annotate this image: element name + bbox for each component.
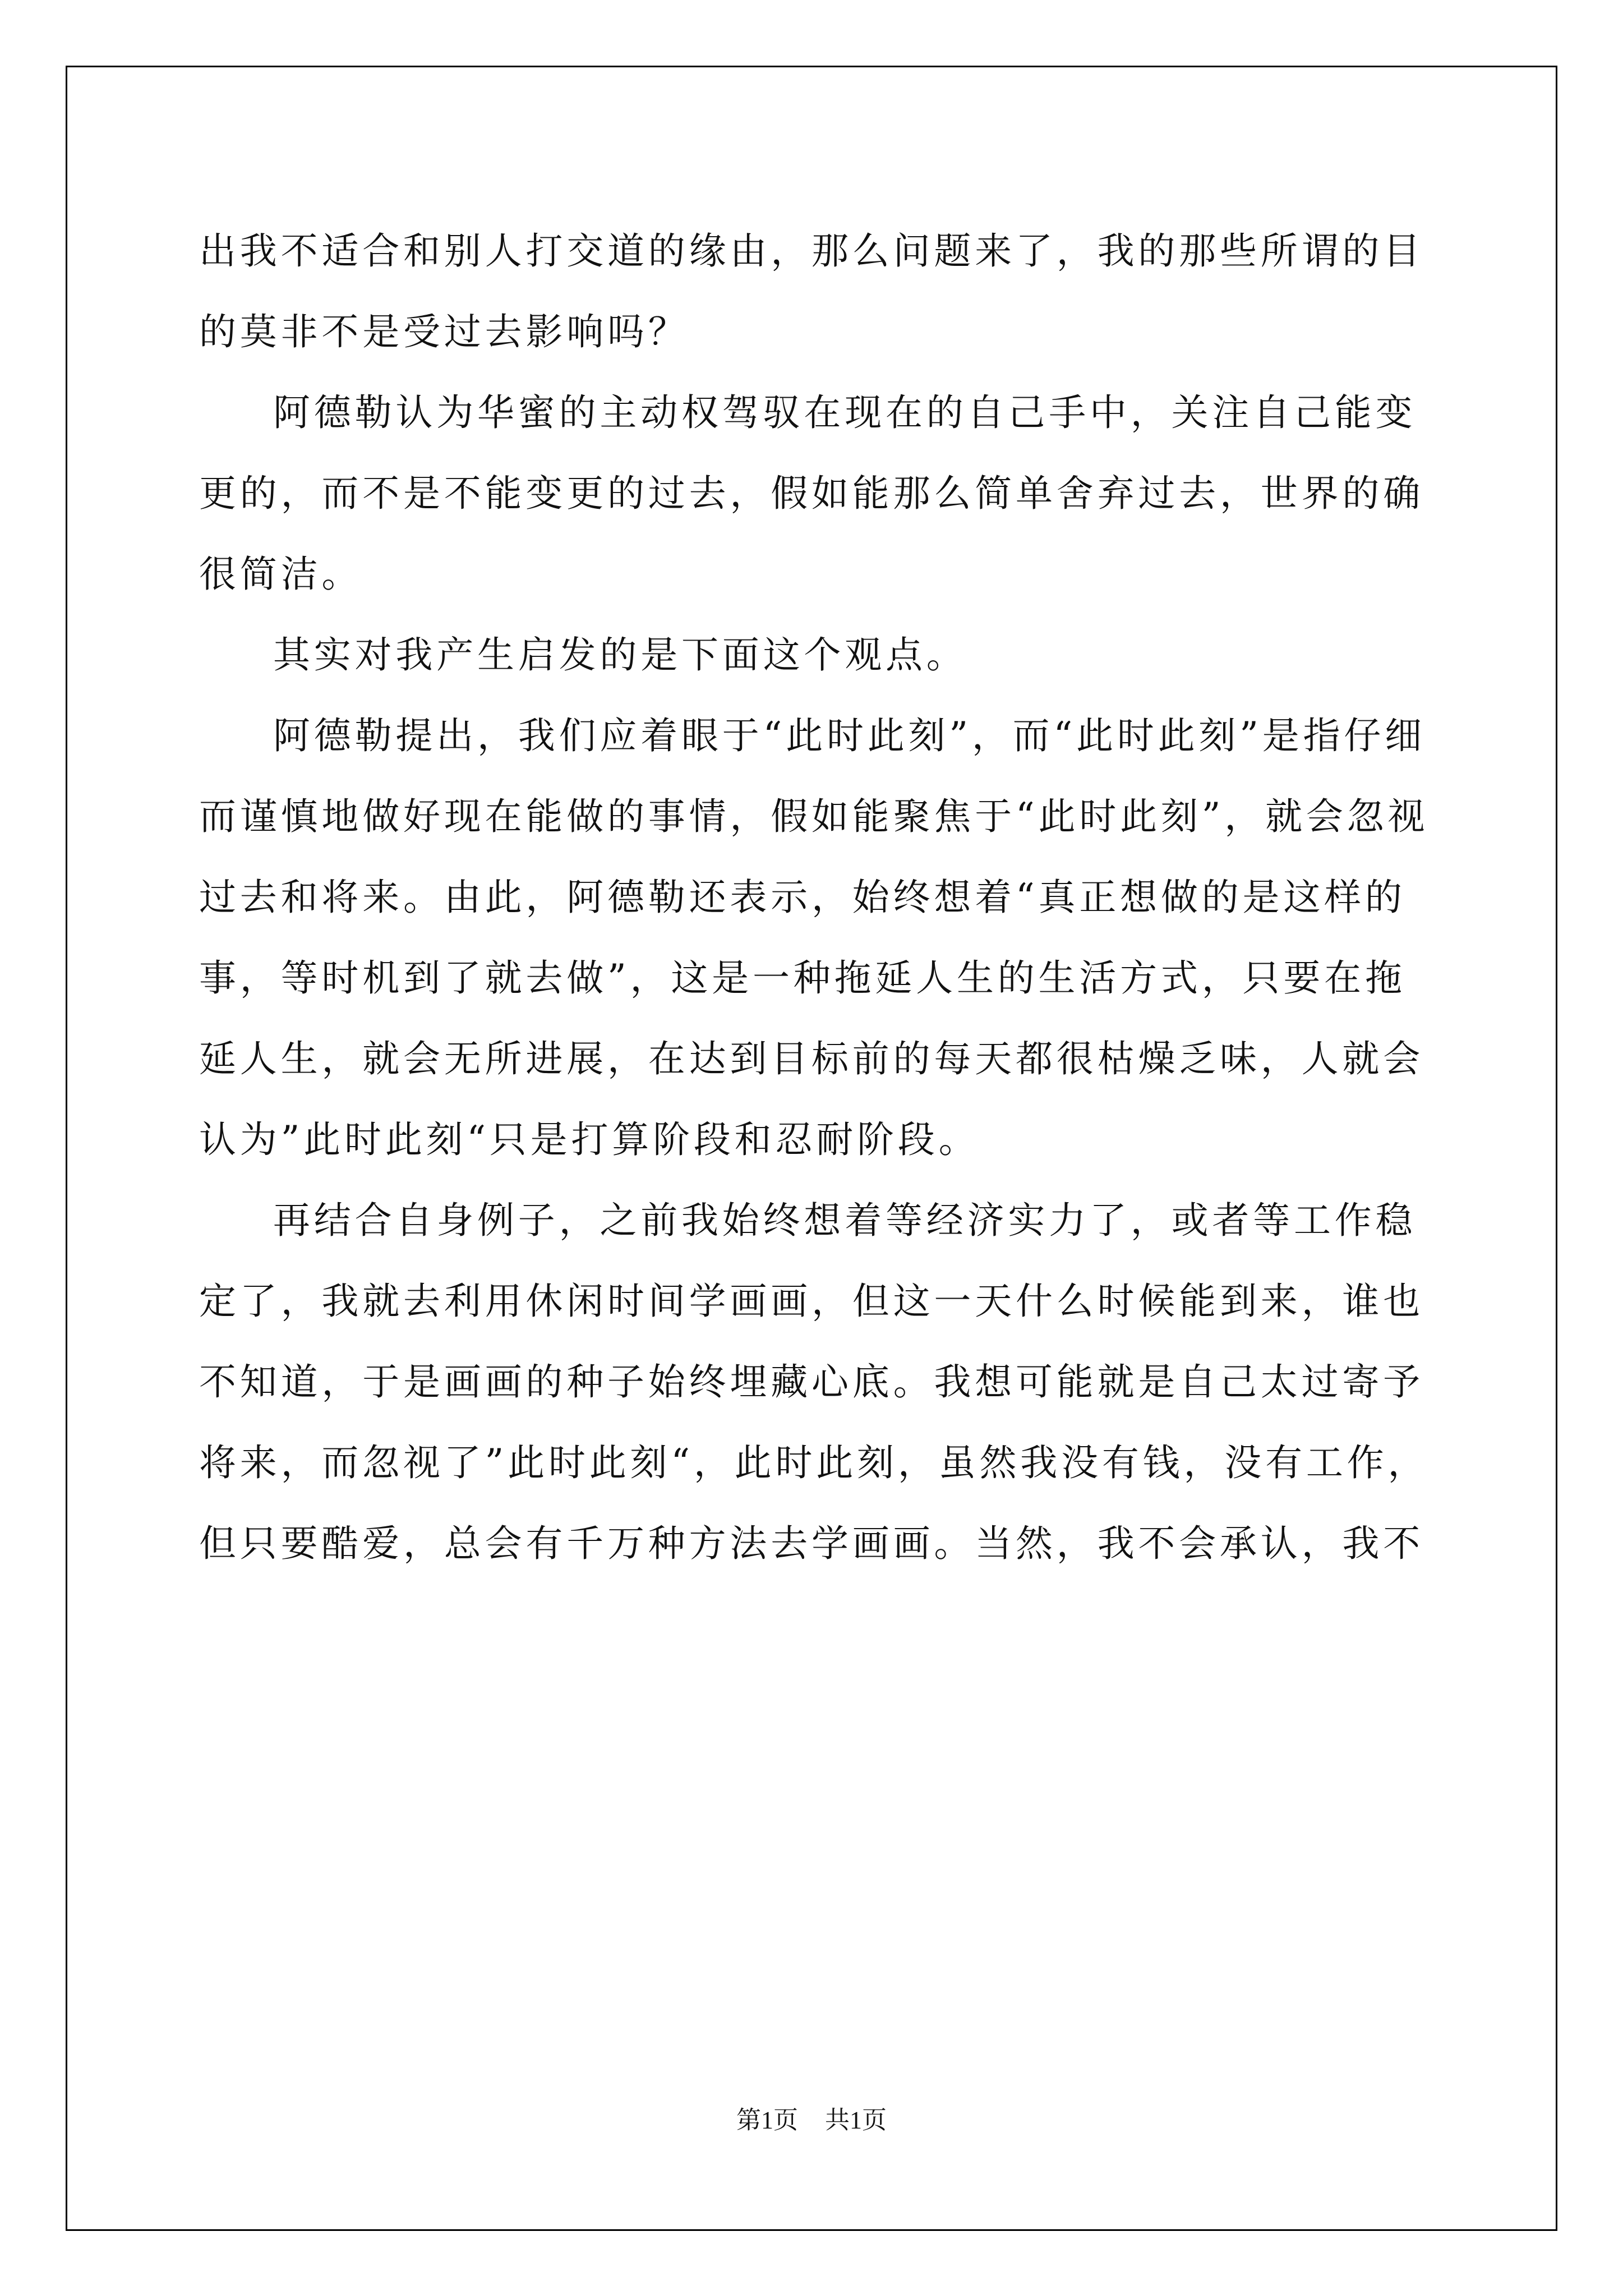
page-number: 第1页 xyxy=(736,2106,798,2134)
paragraph-3: 其实对我产生启发的是下面这个观点。 xyxy=(273,633,967,677)
page-total: 共1页 xyxy=(825,2106,887,2134)
paragraph-4: 阿德勒提出，我们应着眼于“此时此刻”，而“此时此刻”是指仔细而谨慎地做好现在能做的事情，假如能聚焦于“此时此刻”，就会忽视过去和将来。由此，阿德勒还表示，始终想着“真正想做的是这样的事，等时机到了就去做”，这是一种拖延人生的生活方式，只要在拖延人生，就会无所进展，在达到目标前的每天都很枯燥乏味，人就会认为”此时此刻“只是打算阶段和忍耐阶段。 xyxy=(199,714,1429,1161)
document-body xyxy=(199,211,1433,1584)
paragraph-2: 阿德勒认为华蜜的主动权驾驭在现在的自己手中，关注自己能变更的，而不是不能变更的过去，假如能那么简单舍弃过去，世界的确很简洁。 xyxy=(199,391,1424,596)
paragraph-5: 再结合自身例子，之前我始终想着等经济实力了，或者等工作稳定了，我就去利用休闲时间学画画，但这一天什么时候能到来，谁也不知道，于是画画的种子始终埋藏心底。我想可能就是自己太过寄予将来，而忽视了”此时此刻“，此时此刻，虽然我没有钱，没有工作，但只要酷爱，总会有千万种方法去学画画。当然，我不会承认，我不 xyxy=(199,1199,1429,1565)
paragraph-1: 出我不适合和别人打交道的缘由，那么问题来了，我的那些所谓的目的莫非不是受过去影响吗？ xyxy=(199,229,1424,353)
page-footer xyxy=(0,2104,1623,2137)
